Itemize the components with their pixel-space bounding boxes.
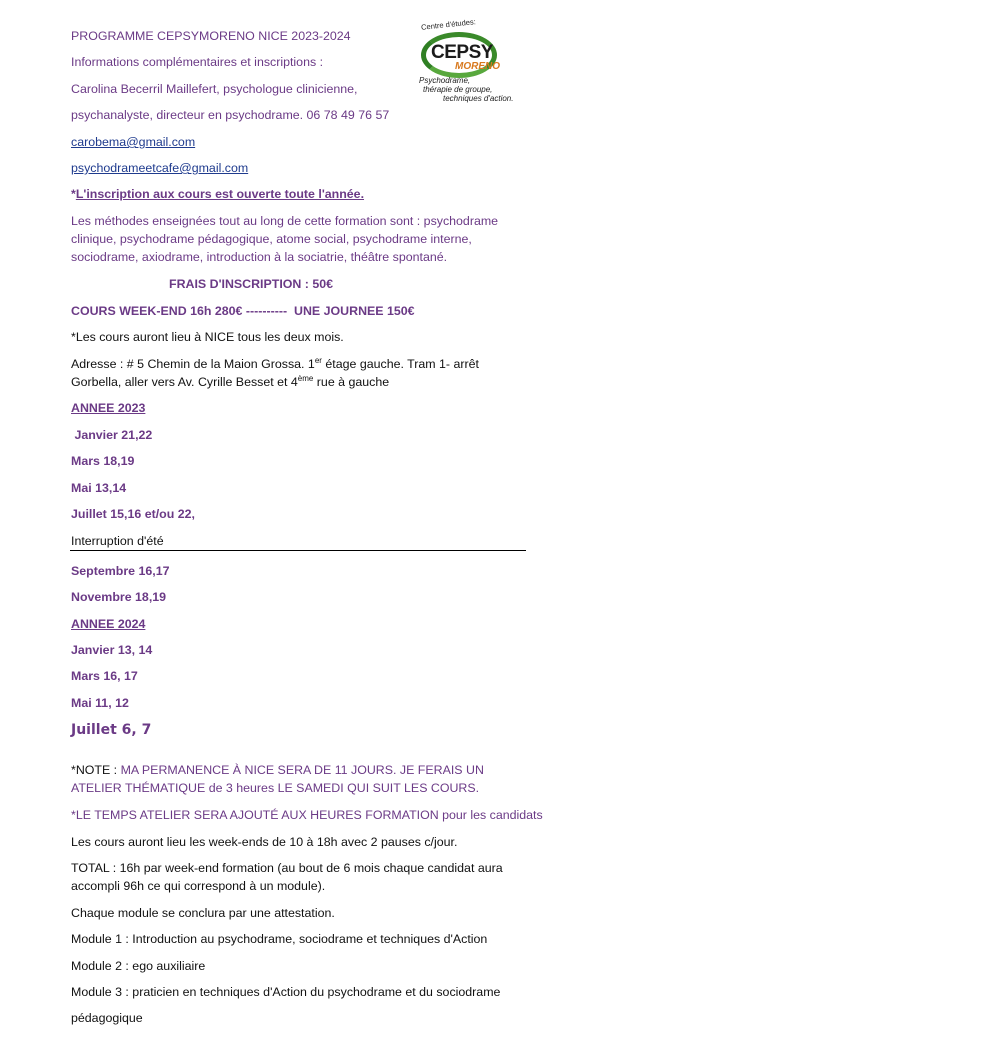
atelier-note: *LE TEMPS ATELIER SERA AJOUTÉ AUX HEURES FORMATION pour les candidats (71, 808, 543, 822)
info-label: Informations complémentaires et inscriptions : (71, 55, 324, 69)
date-mai-2024: Mai 11, 12 (71, 696, 129, 710)
date-mars-2024: Mars 16, 17 (71, 669, 138, 683)
logo-top-text: Centre d'études: (420, 17, 477, 32)
address-sup-1: er (314, 355, 322, 365)
cours-lieu: *Les cours auront lieu à NICE tous les deux mois. (71, 330, 344, 344)
logo-brand: CEPSY (431, 42, 493, 63)
address-part-1: Adresse : # 5 Chemin de la Maion Grossa. 1 (71, 357, 315, 371)
date-janvier-2024: Janvier 13, 14 (71, 643, 153, 657)
section-divider (70, 550, 526, 551)
date-juillet-2024: Juillet 6, 7 (71, 722, 152, 738)
program-title: PROGRAMME CEPSYMORENO NICE 2023-2024 (71, 29, 351, 43)
module-3-line-1: Module 3 : praticien en techniques d'Action du psychodrame et du sociodrame (71, 985, 501, 999)
date-septembre-2023: Septembre 16,17 (71, 564, 170, 578)
attestation-line: Chaque module se conclura par une attestation. (71, 906, 335, 920)
logo-tagline-2: thérapie de groupe, (423, 85, 493, 94)
logo-tagline (419, 76, 513, 103)
date-mars-2023: Mars 18,19 (71, 454, 135, 468)
note-prefix: *NOTE : (71, 763, 121, 777)
module-2: Module 2 : ego auxiliaire (71, 959, 206, 973)
inscription-line (71, 185, 531, 203)
address-part-3: rue à gauche (313, 375, 390, 389)
email-line-1 (71, 133, 531, 151)
inscription-star: * (71, 187, 76, 201)
email-line-2 (71, 159, 531, 177)
inscription-text: L'inscription aux cours est ouverte toute l'année. (75, 187, 365, 201)
year-2024-heading: ANNEE 2024 (71, 617, 146, 631)
date-novembre-2023: Novembre 18,19 (71, 590, 167, 604)
frais-inscription: FRAIS D'INSCRIPTION : 50€ (169, 277, 334, 291)
address-part-2: étage gauche. Tram 1- arrêt Gorbella, aller vers Av. Cyrille Besset et 4 (71, 357, 479, 389)
email-link-2[interactable]: psychodrameetcafe@gmail.com (71, 161, 249, 175)
module-3-line-2: pédagogique (71, 1011, 143, 1025)
module-1: Module 1 : Introduction au psychodrame, sociodrame et techniques d'Action (71, 932, 488, 946)
address-paragraph (71, 355, 511, 391)
year-2023-heading: ANNEE 2023 (71, 401, 146, 415)
cours-tarifs: COURS WEEK-END 16h 280€ ---------- UNE JOURNEE 150€ (71, 304, 415, 318)
note-text: MA PERMANENCE À NICE SERA DE 11 JOURS. JE FERAIS UN ATELIER THÉMATIQUE de 3 heures LE SAMEDI QUI SUIT LES COURS. (71, 763, 484, 795)
logo-tagline-1: Psychodrame, (419, 76, 471, 85)
note-paragraph (71, 761, 521, 797)
contact-line-2: psychanalyste, directeur en psychodrame. 06 78 49 76 57 (71, 108, 390, 122)
contact-line-1: Carolina Becerril Maillefert, psychologue clinicienne, (71, 82, 358, 96)
cepsy-moreno-logo (417, 17, 527, 106)
email-link-1[interactable]: carobema@gmail.com (71, 135, 196, 149)
interruption-ete: Interruption d'été (71, 534, 164, 548)
date-mai-2023: Mai 13,14 (71, 481, 127, 495)
address-sup-2: ème (297, 373, 314, 383)
logo-tagline-3: techniques d'action. (443, 94, 514, 103)
logo-brand-sub: MORENO (455, 61, 500, 72)
date-janvier-2023: Janvier 21,22 (71, 428, 153, 442)
methods-paragraph: Les méthodes enseignées tout au long de cette formation sont : psychodrame clinique, psychodrame pédagogique, atome social, psychodrame interne, sociodrame, axiodrame, introduction à la sociatrie, théâtre spontané. (71, 214, 499, 264)
total-paragraph: TOTAL : 16h par week-end formation (au bout de 6 mois chaque candidat aura accompli 96h ce qui correspond à un module). (71, 861, 503, 893)
date-juillet-2023: Juillet 15,16 et/ou 22, (71, 507, 195, 521)
horaires-line: Les cours auront lieu les week-ends de 10 à 18h avec 2 pauses c/jour. (71, 835, 458, 849)
